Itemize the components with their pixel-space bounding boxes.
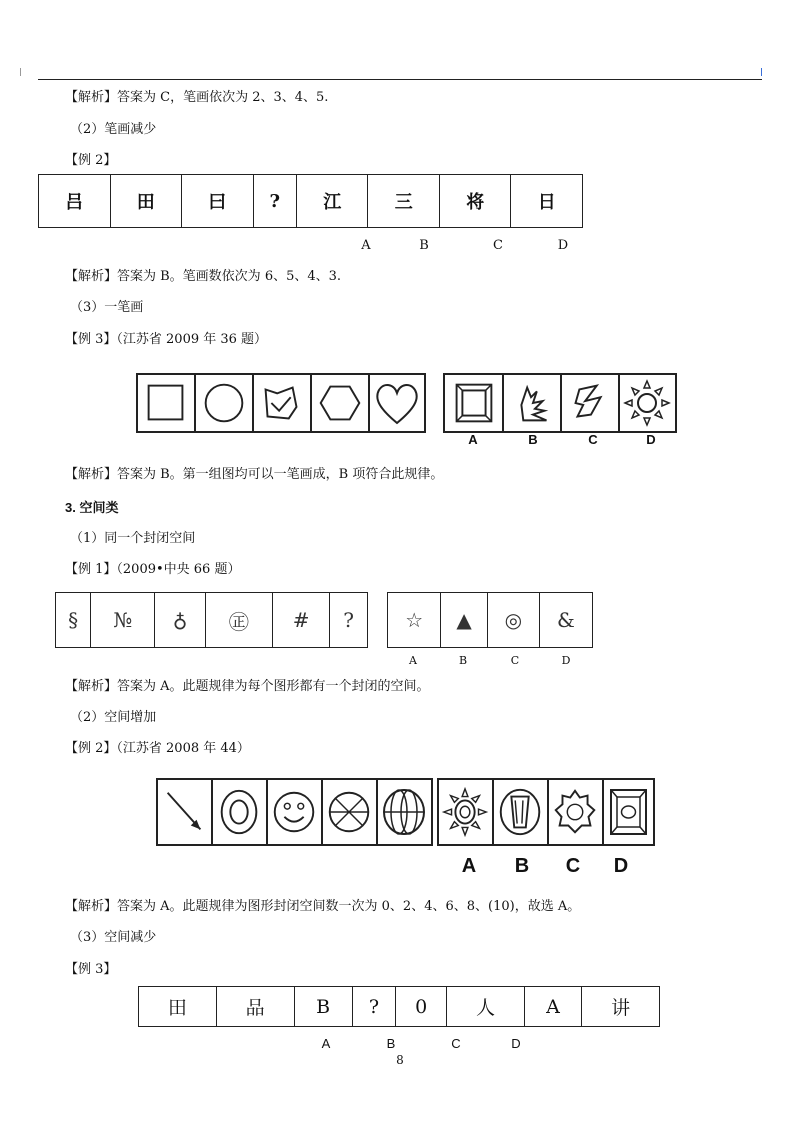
fig1-label-d: D xyxy=(646,432,656,447)
table2-label-d: D xyxy=(511,1036,521,1051)
fig2-label-c: C xyxy=(510,654,520,667)
option-c-squiggle xyxy=(562,375,620,431)
table-cell: ? xyxy=(253,175,296,228)
fig2-label-b: B xyxy=(458,654,468,667)
option-b-scroll xyxy=(494,780,549,844)
table-cell: 日 xyxy=(511,175,583,228)
section-stroke-decrease: （2）笔画减少 xyxy=(70,122,157,137)
figure-arrow xyxy=(158,780,213,844)
analysis-line-4: 【解析】答案为 A。此题规律为每个图形都有一个封闭的空间。 xyxy=(65,679,430,694)
fig3-label-b: B xyxy=(514,855,530,877)
table-cell: 曰 xyxy=(182,175,254,228)
symbol-option-a: ☆ xyxy=(388,593,441,648)
example-2-title: 【例 2】 xyxy=(65,153,117,168)
symbol-option-b: ▲ xyxy=(441,593,487,648)
table-cell: 田 xyxy=(139,987,217,1027)
section-space-increase: （2）空间增加 xyxy=(70,710,157,725)
fig1-label-b: B xyxy=(528,432,538,447)
table2-label-b: B xyxy=(386,1036,396,1051)
fig2-label-d: D xyxy=(561,654,571,667)
table-cell: A xyxy=(524,987,581,1027)
table-cell: 江 xyxy=(296,175,368,228)
example-1-title: 【例 1】（2009•中央 66 题） xyxy=(65,562,241,577)
figure-divided-circle xyxy=(323,780,378,844)
stroke-count-table xyxy=(38,174,583,228)
option-label-b: B xyxy=(419,238,429,253)
header-tick-left xyxy=(20,68,21,76)
analysis-line-3: 【解析】答案为 B。第一组图均可以一笔画成，B 项符合此规律。 xyxy=(65,467,444,482)
section-same-closed-space: （1）同一个封闭空间 xyxy=(70,531,196,546)
symbol-option-c: ◎ xyxy=(487,593,539,648)
symbol-option-d: & xyxy=(539,593,592,648)
table-cell: 0 xyxy=(396,987,447,1027)
option-c-gear xyxy=(549,780,604,844)
option-b-curve xyxy=(504,375,562,431)
figure-heart xyxy=(370,375,424,431)
header-rule xyxy=(38,79,762,80)
table-cell: 人 xyxy=(447,987,525,1027)
table-cell: ? xyxy=(352,987,395,1027)
figure-circle xyxy=(196,375,254,431)
table-cell: 三 xyxy=(368,175,440,228)
option-a-sun xyxy=(439,780,494,844)
symbol-options-table xyxy=(387,592,593,648)
section-space-heading: 3. 空间类 xyxy=(65,500,119,515)
analysis-line-5: 【解析】答案为 A。此题规律为图形封闭空间数一次为 0、2、4、6、8、(10)，故选 A。 xyxy=(65,899,581,914)
option-label-a: A xyxy=(361,238,371,253)
table-cell: 将 xyxy=(439,175,511,228)
section-one-stroke: （3）一笔画 xyxy=(70,300,144,315)
symbol-cell: ㊣ xyxy=(205,593,273,648)
fig2-label-a: A xyxy=(409,654,417,667)
figure-group-one-stroke xyxy=(136,373,426,433)
figure-options-one-stroke xyxy=(443,373,677,433)
option-label-c: C xyxy=(493,238,503,253)
example-3b-title: 【例 3】 xyxy=(65,962,117,977)
fig3-label-d: D xyxy=(613,855,629,877)
figure-ring xyxy=(213,780,268,844)
figure-overlapping-ellipses xyxy=(378,780,431,844)
figure-options-space xyxy=(437,778,655,846)
table-cell: B xyxy=(294,987,352,1027)
table2-label-a: A xyxy=(321,1036,331,1051)
symbol-cell: ♁ xyxy=(155,593,205,648)
example-3-title: 【例 3】（江苏省 2009 年 36 题） xyxy=(65,332,268,347)
symbol-cell: § xyxy=(56,593,91,648)
analysis-line-2: 【解析】答案为 B。笔画数依次为 6、5、4、3. xyxy=(65,269,342,284)
symbol-cell: # xyxy=(273,593,330,648)
table-cell: 品 xyxy=(216,987,294,1027)
option-d-sun xyxy=(620,375,675,431)
space-count-table xyxy=(138,986,660,1027)
option-label-d: D xyxy=(557,238,569,253)
symbol-cell: ? xyxy=(330,593,368,648)
header-tick-right xyxy=(761,68,762,76)
table-cell: 田 xyxy=(110,175,182,228)
example-2b-title: 【例 2】（江苏省 2008 年 44） xyxy=(65,741,250,756)
fig1-label-c: C xyxy=(588,432,598,447)
fig1-label-a: A xyxy=(468,432,478,447)
table2-label-c: C xyxy=(451,1036,461,1051)
figure-hexagon xyxy=(312,375,370,431)
page-number: 8 xyxy=(396,1053,404,1067)
symbol-table xyxy=(55,592,368,648)
symbol-cell: № xyxy=(91,593,155,648)
fig3-label-c: C xyxy=(565,855,581,877)
figure-smiley xyxy=(268,780,323,844)
figure-group-space xyxy=(156,778,433,846)
option-a-nested-square xyxy=(445,375,504,431)
option-d-frame xyxy=(604,780,653,844)
figure-blob xyxy=(254,375,312,431)
fig3-label-a: A xyxy=(461,855,477,877)
table-cell: 吕 xyxy=(39,175,111,228)
section-space-decrease: （3）空间减少 xyxy=(70,930,157,945)
analysis-line-1: 【解析】答案为 C，笔画依次为 2、3、4、5. xyxy=(65,90,329,105)
figure-square xyxy=(138,375,196,431)
table-cell: 讲 xyxy=(582,987,660,1027)
